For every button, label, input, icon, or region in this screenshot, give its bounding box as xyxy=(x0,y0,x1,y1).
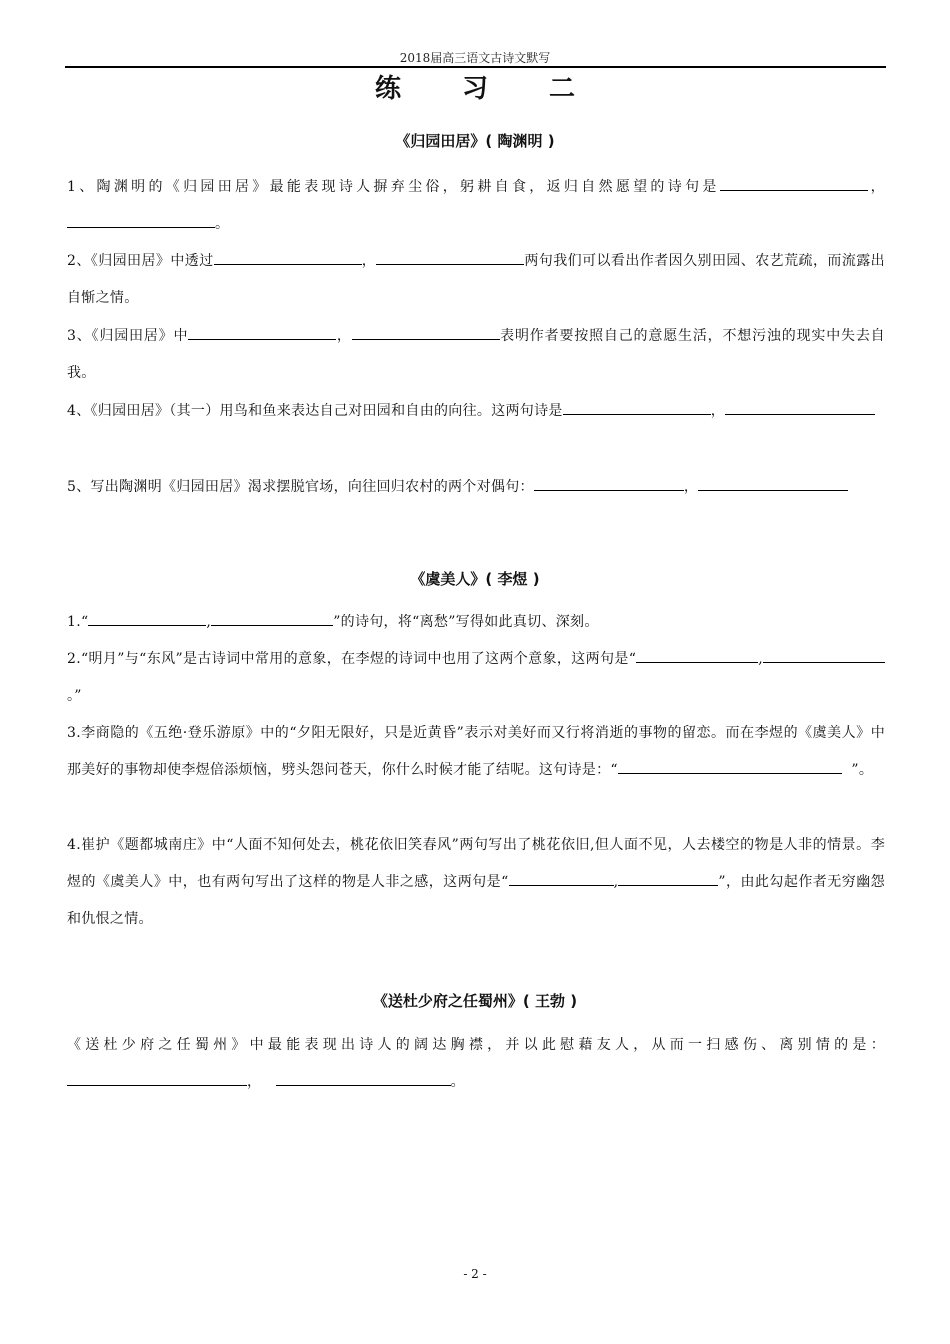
answer-blank[interactable] xyxy=(725,397,875,415)
answer-blank[interactable] xyxy=(563,397,711,415)
question-text: , xyxy=(206,614,212,630)
question-text: ， xyxy=(361,253,377,269)
question-text: 2、《归园田居》中透过 xyxy=(67,253,214,269)
answer-blank[interactable] xyxy=(276,1068,451,1086)
question-guiyuan-2 xyxy=(67,243,885,317)
question-text: 4、《归园田居》（其一）用鸟和鱼来表达自己对田园和自由的向往。这两句诗是 xyxy=(67,403,563,419)
question-yumeiren-1 xyxy=(67,604,885,641)
answer-blank[interactable] xyxy=(376,247,524,265)
question-text: ， xyxy=(683,479,699,495)
answer-blank[interactable] xyxy=(211,608,333,626)
question-text: ， xyxy=(867,179,885,195)
question-yumeiren-2 xyxy=(67,641,885,715)
page-title: 练 习 二 xyxy=(374,74,602,104)
question-yumeiren-4 xyxy=(67,827,885,938)
question-guiyuan-1 xyxy=(67,169,885,243)
answer-blank[interactable] xyxy=(618,868,718,886)
question-guiyuan-3 xyxy=(67,318,885,392)
question-guiyuan-5 xyxy=(67,469,885,506)
question-text: 1、陶渊明的《归园田居》最能表现诗人摒弃尘俗，躬耕自食，返归自然愿望的诗句是 xyxy=(67,179,720,195)
question-text: ， xyxy=(336,328,352,344)
question-text: 。” xyxy=(67,688,82,704)
answer-blank[interactable] xyxy=(67,1068,247,1086)
answer-blank[interactable] xyxy=(618,756,842,774)
answer-blank[interactable] xyxy=(763,645,885,663)
question-text: 2.“明月”与“东风”是古诗词中常用的意象，在李煜的诗词中也用了这两个意象，这两句是“ xyxy=(67,651,637,667)
answer-blank[interactable] xyxy=(188,322,336,340)
question-text: 4.崔护《题都城南庄》中“人面不知何处去，桃花依旧笑春风”两句写出了桃花依旧,但人面不见，人去楼空的物是人非的情景。李煜的《虞美人》中，也有两句写出了这样的物是人非之感，这两句是“ xyxy=(67,837,885,890)
question-text: 3、《归园田居》中 xyxy=(67,328,189,344)
answer-blank[interactable] xyxy=(67,210,215,228)
question-text: ”，由此勾起作者无穷幽怨和仇恨之情。 xyxy=(67,874,885,927)
question-text: ”的诗句，将“离愁”写得如此真切、深刻。 xyxy=(333,614,599,630)
section-heading-yumeiren: 《虞美人》( 李煜 ) xyxy=(410,570,540,588)
answer-blank[interactable] xyxy=(214,247,362,265)
answer-blank[interactable] xyxy=(88,608,206,626)
question-text: 1.“ xyxy=(67,614,89,630)
question-text: ， xyxy=(247,1074,262,1090)
question-text: 。 xyxy=(450,1074,465,1090)
question-text: , xyxy=(758,651,763,667)
question-songdushaofu-1 xyxy=(67,1027,885,1101)
section-heading-guiyuan: 《归园田居》( 陶渊明 ) xyxy=(395,132,555,150)
question-text: 两句我们可以看出作者因久别田园、农艺荒疏，而流露出自惭之情。 xyxy=(67,253,885,306)
page-number: - 2 - xyxy=(463,1267,487,1281)
question-text: 3.李商隐的《五绝·登乐游原》中的“夕阳无限好，只是近黄昏”表示对美好而又行将消逝的事物的留恋。而在李煜的《虞美人》中那美好的事物却使李煜倍添烦恼，劈头怨问苍天，你什么时候才能了结呢。这句诗是：“ xyxy=(67,725,885,778)
question-text: 《送杜少府之任蜀州》中最能表现出诗人的阔达胸襟，并以此慰藉友人，从而一扫感伤、离别情的是： xyxy=(67,1037,885,1053)
answer-blank[interactable] xyxy=(720,173,868,191)
answer-blank[interactable] xyxy=(509,868,614,886)
question-text: 表明作者要按照自己的意愿生活，不想污浊的现实中失去自我。 xyxy=(67,328,885,381)
question-text: ”。 xyxy=(851,762,874,778)
question-text: ， xyxy=(710,403,726,419)
question-text: 。 xyxy=(215,216,230,232)
question-guiyuan-4 xyxy=(67,393,885,430)
running-header: 2018届高三语文古诗文默写 xyxy=(399,51,551,65)
answer-blank[interactable] xyxy=(534,473,684,491)
question-text: 5、写出陶渊明《归园田居》渴求摆脱官场，向往回归农村的两个对偶句： xyxy=(67,479,534,495)
answer-blank[interactable] xyxy=(636,645,758,663)
answer-blank[interactable] xyxy=(352,322,500,340)
question-text: , xyxy=(613,874,619,890)
answer-blank[interactable] xyxy=(698,473,848,491)
question-yumeiren-3 xyxy=(67,715,885,789)
section-heading-songdushaofu: 《送杜少府之任蜀州》( 王勃 ) xyxy=(372,992,578,1010)
